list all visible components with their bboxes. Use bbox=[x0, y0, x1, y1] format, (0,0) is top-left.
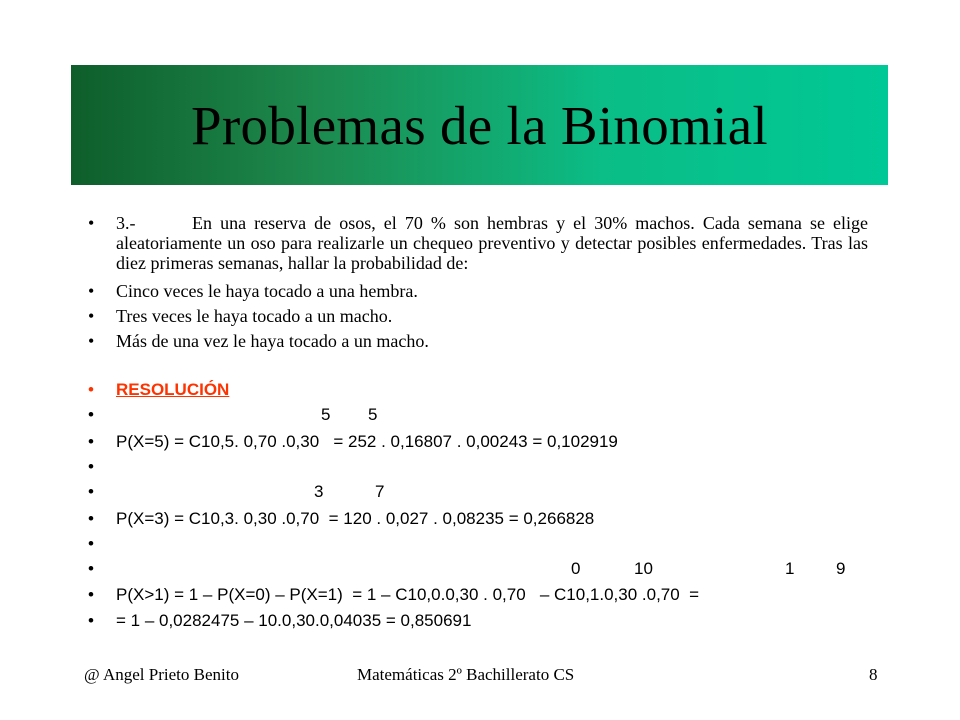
problem-number: 3.- bbox=[116, 213, 136, 233]
footer-course: Matemáticas 2º Bachillerato CS bbox=[357, 665, 575, 684]
title-banner bbox=[71, 65, 888, 185]
problem-text: En una reserva de osos, el 70 % son hembras y el 30% machos. Cada semana se elige aleatoriamente un oso para realizarle un chequeo preventivo y detectar posibles enfermedades. Tras las diez primeras semanas, hallar la probabilidad de: bbox=[116, 213, 868, 273]
slide-title: Problemas de la Binomial bbox=[191, 94, 768, 156]
footer-author: @ Angel Prieto Benito bbox=[84, 665, 239, 684]
page-number: 8 bbox=[869, 665, 878, 684]
